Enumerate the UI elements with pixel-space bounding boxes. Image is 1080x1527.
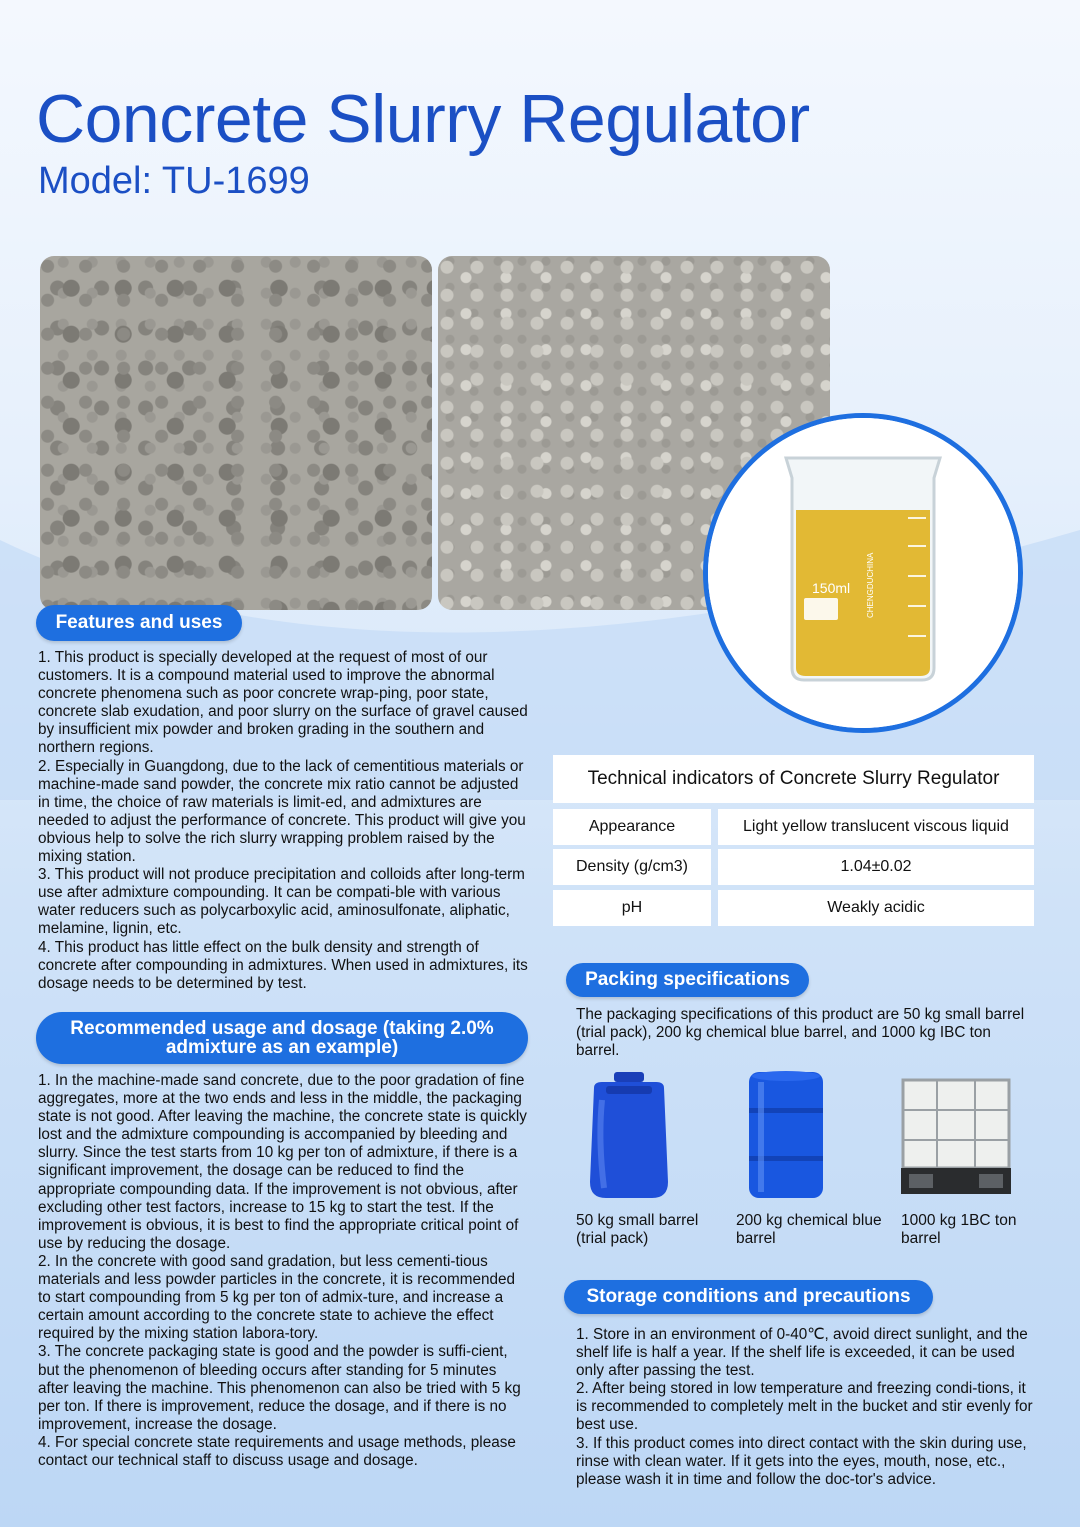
usage-heading: Recommended usage and dosage (taking 2.0% admixture as an example) [36, 1012, 528, 1064]
beaker-label: 150ml [812, 580, 851, 596]
beaker-photo [703, 413, 1023, 733]
features-paragraph: 3. This product will not produce precipitation and colloids after long-term use after admixture compounding. It can be compati-ble with various water reducers such as polycarboxylic acid, aminosulfonate, aliphatic, melamine, lignin, etc. [38, 866, 525, 938]
beaker-icon [708, 418, 1018, 728]
barrel-caption: 200 kg chemical blue barrel [736, 1212, 882, 1247]
usage-paragraph: 2. In the concrete with good sand gradation, but less cementi-tious materials and less powder particles in the concrete, it is recommended to start compounding from 5 kg per ton of admix-ture, and increase a certain amount according to the concrete state to achieve the effect required by the mixing station labora-tory. [38, 1252, 515, 1343]
usage-paragraph: 4. For special concrete state requirements and usage methods, please contact our technical staff to discuss usage and dosage. [38, 1433, 516, 1469]
blue-drum-icon [745, 1068, 827, 1202]
features-paragraph: 4. This product has little effect on the bulk density and strength of concrete after compounding in admixtures. When used in admixtures, its dosage needs to be determined by test. [38, 938, 528, 992]
table-cell-label: pH [553, 890, 711, 926]
usage-paragraph: 3. The concrete packaging state is good and the powder is suffi-cient, but the phenomenon of bleeding occurs after standing for 5 minutes after leaving the machine. This phenomenon can also be tried with 5 kg per ton. If there is improvement, reduce the dosage, and if there is no improvement, increase the dosage. [38, 1343, 521, 1433]
storage-paragraph: 3. If this product comes into direct contact with the skin during use, rinse with clean water. If it gets into the eyes, mouth, nose, etc., please wash it in time and follow the doc-tor's advice. [576, 1434, 1027, 1488]
table-cell-value: Light yellow translucent viscous liquid [718, 809, 1034, 845]
table-cell-value: Weakly acidic [718, 890, 1034, 926]
features-paragraph: 2. Especially in Guangdong, due to the lack of cementitious materials or machine-made sand powder, the concrete mix ratio cannot be adjusted in time, the choice of raw materials is limit-ed, and admixtures are needed to adjust the performance of concrete. This product will give you obvious help to solve the rich slurry wrapping problem raised by the mixing station. [38, 757, 526, 866]
features-text [38, 649, 528, 993]
barrel-caption: 1000 kg 1BC ton barrel [901, 1212, 1017, 1247]
table-cell-label: Density (g/cm3) [553, 849, 711, 885]
ibc-tote-icon [897, 1074, 1015, 1198]
packing-heading: Packing specifications [566, 963, 809, 997]
barrel-caption: 50 kg small barrel (trial pack) [576, 1212, 699, 1247]
packing-text: The packaging specifications of this product are 50 kg small barrel (trial pack), 200 kg chemical blue barrel, and 1000 kg IBC ton barrel. [576, 1006, 1025, 1060]
table-cell-label: Appearance [553, 809, 711, 845]
table-cell-value: 1.04±0.02 [718, 849, 1034, 885]
concrete-photo-left [40, 256, 432, 610]
features-heading: Features and uses [36, 605, 242, 641]
model-number: Model: TU-1699 [38, 160, 310, 202]
page-title: Concrete Slurry Regulator [36, 81, 810, 157]
storage-paragraph: 1. Store in an environment of 0-40℃, avoid direct sunlight, and the shelf life is half a year. If the shelf life is exceeded, it can be used only after passing the test. [576, 1326, 1028, 1380]
storage-heading: Storage conditions and precautions [564, 1280, 933, 1314]
usage-text [38, 1072, 528, 1470]
storage-paragraph: 2. After being stored in low temperature and freezing condi-tions, it is recommended to completely melt in the bucket and stir evenly for best use. [576, 1380, 1033, 1434]
small-blue-barrel-icon [584, 1070, 674, 1202]
storage-text [576, 1326, 1036, 1489]
usage-paragraph: 1. In the machine-made sand concrete, due to the poor gradation of fine aggregates, more at the two ends and less in the middle, the packaging state is not good. After leaving the machine, the concrete state is quickly lost and the admixture compounding is accompanied by bleeding and slurry. Since the test starts from 10 kg per ton of admixture, if there is a significant improvement, the dosage can be reduced to find the appropriate compounding data. If the improvement is not obvious, after excluding other test factors, increase to 15 kg to start the test. If the improvement is obvious, it is best to find the appropriate critical point of use by reducing the dosage. [38, 1072, 527, 1252]
technical-table-title: Technical indicators of Concrete Slurry Regulator [553, 755, 1034, 803]
features-paragraph: 1. This product is specially developed at the request of most of our customers. It is a compound material used to improve the abnormal concrete phenomena such as poor concrete wrap-ping, poor state, concrete slab exudation, and poor slurry on the surface of gravel caused by insufficient mix powder and broken grading in the southern and northern regions. [38, 649, 528, 757]
beaker-brand: CHENGDUCHINA [866, 552, 875, 618]
